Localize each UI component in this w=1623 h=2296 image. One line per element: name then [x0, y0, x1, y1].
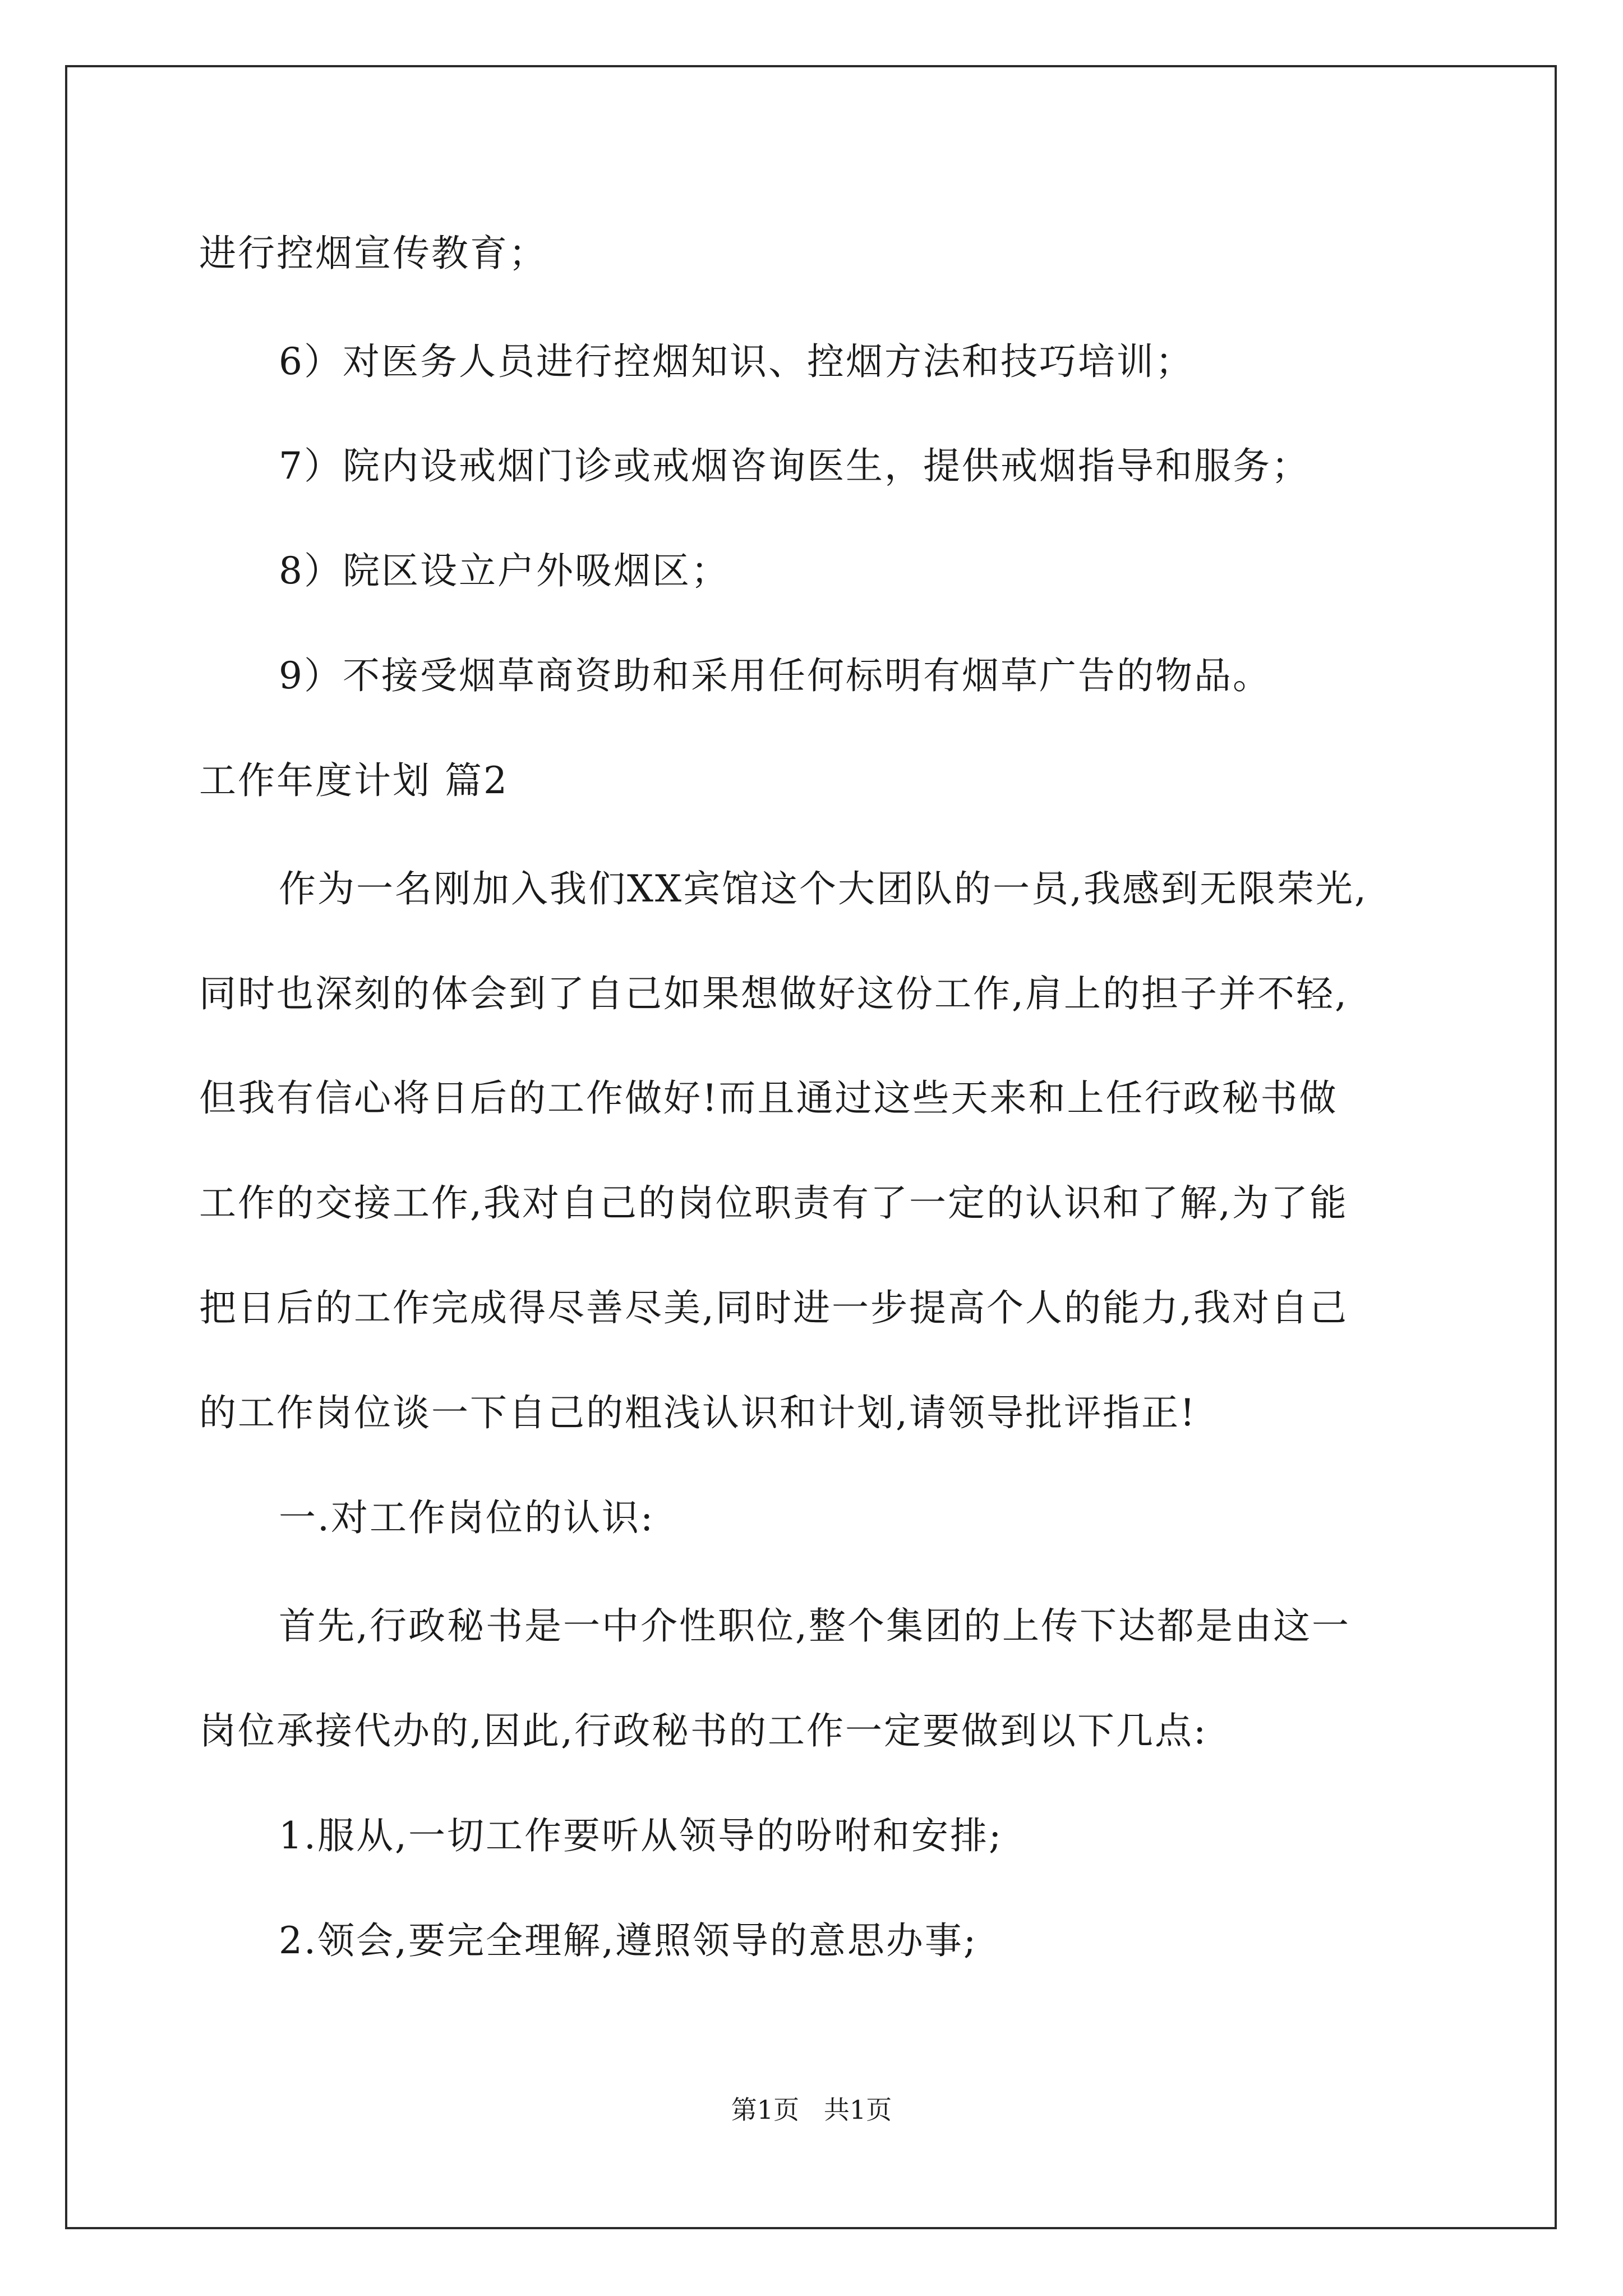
- section-heading: 工作年度计划 篇2: [199, 759, 509, 802]
- paragraph-line: 岗位承接代办的,因此,行政秘书的工作一定要做到以下几点:: [199, 1709, 1208, 1752]
- subsection-heading: 一.对工作岗位的认识:: [279, 1496, 655, 1539]
- paragraph-line: 但我有信心将日后的工作做好!而且通过这些天来和上任行政秘书做: [199, 1076, 1338, 1120]
- list-item-7: 7）院内设戒烟门诊或戒烟咨询医生，提供戒烟指导和服务；: [279, 444, 1310, 487]
- text-line: 进行控烟宣传教育；: [199, 232, 547, 275]
- list-item-2: 2.领会,要完全理解,遵照领导的意思办事;: [279, 1919, 978, 1962]
- paragraph-line: 作为一名刚加入我们XX宾馆这个大团队的一员,我感到无限荣光,: [279, 867, 1368, 910]
- list-item-1: 1.服从,一切工作要听从领导的吩咐和安排;: [279, 1814, 1003, 1857]
- list-item-6: 6）对医务人员进行控烟知识、控烟方法和技巧培训；: [279, 340, 1194, 383]
- paragraph-line: 首先,行政秘书是一中介性职位,整个集团的上传下达都是由这一: [279, 1604, 1350, 1648]
- paragraph-line: 的工作岗位谈一下自己的粗浅认识和计划,请领导批评指正!: [199, 1391, 1197, 1434]
- paragraph-line: 工作的交接工作,我对自己的岗位职责有了一定的认识和了解,为了能: [199, 1181, 1348, 1225]
- list-item-8: 8）院区设立户外吸烟区；: [279, 549, 730, 592]
- paragraph-line: 同时也深刻的体会到了自己如果想做好这份工作,肩上的担子并不轻,: [199, 972, 1348, 1015]
- paragraph-line: 把日后的工作完成得尽善尽美,同时进一步提高个人的能力,我对自己: [199, 1286, 1348, 1329]
- list-item-9: 9）不接受烟草商资助和采用任何标明有烟草广告的物品。: [279, 654, 1271, 697]
- page-border: [65, 65, 1557, 2229]
- page-footer: 第1页 共1页: [731, 2095, 892, 2125]
